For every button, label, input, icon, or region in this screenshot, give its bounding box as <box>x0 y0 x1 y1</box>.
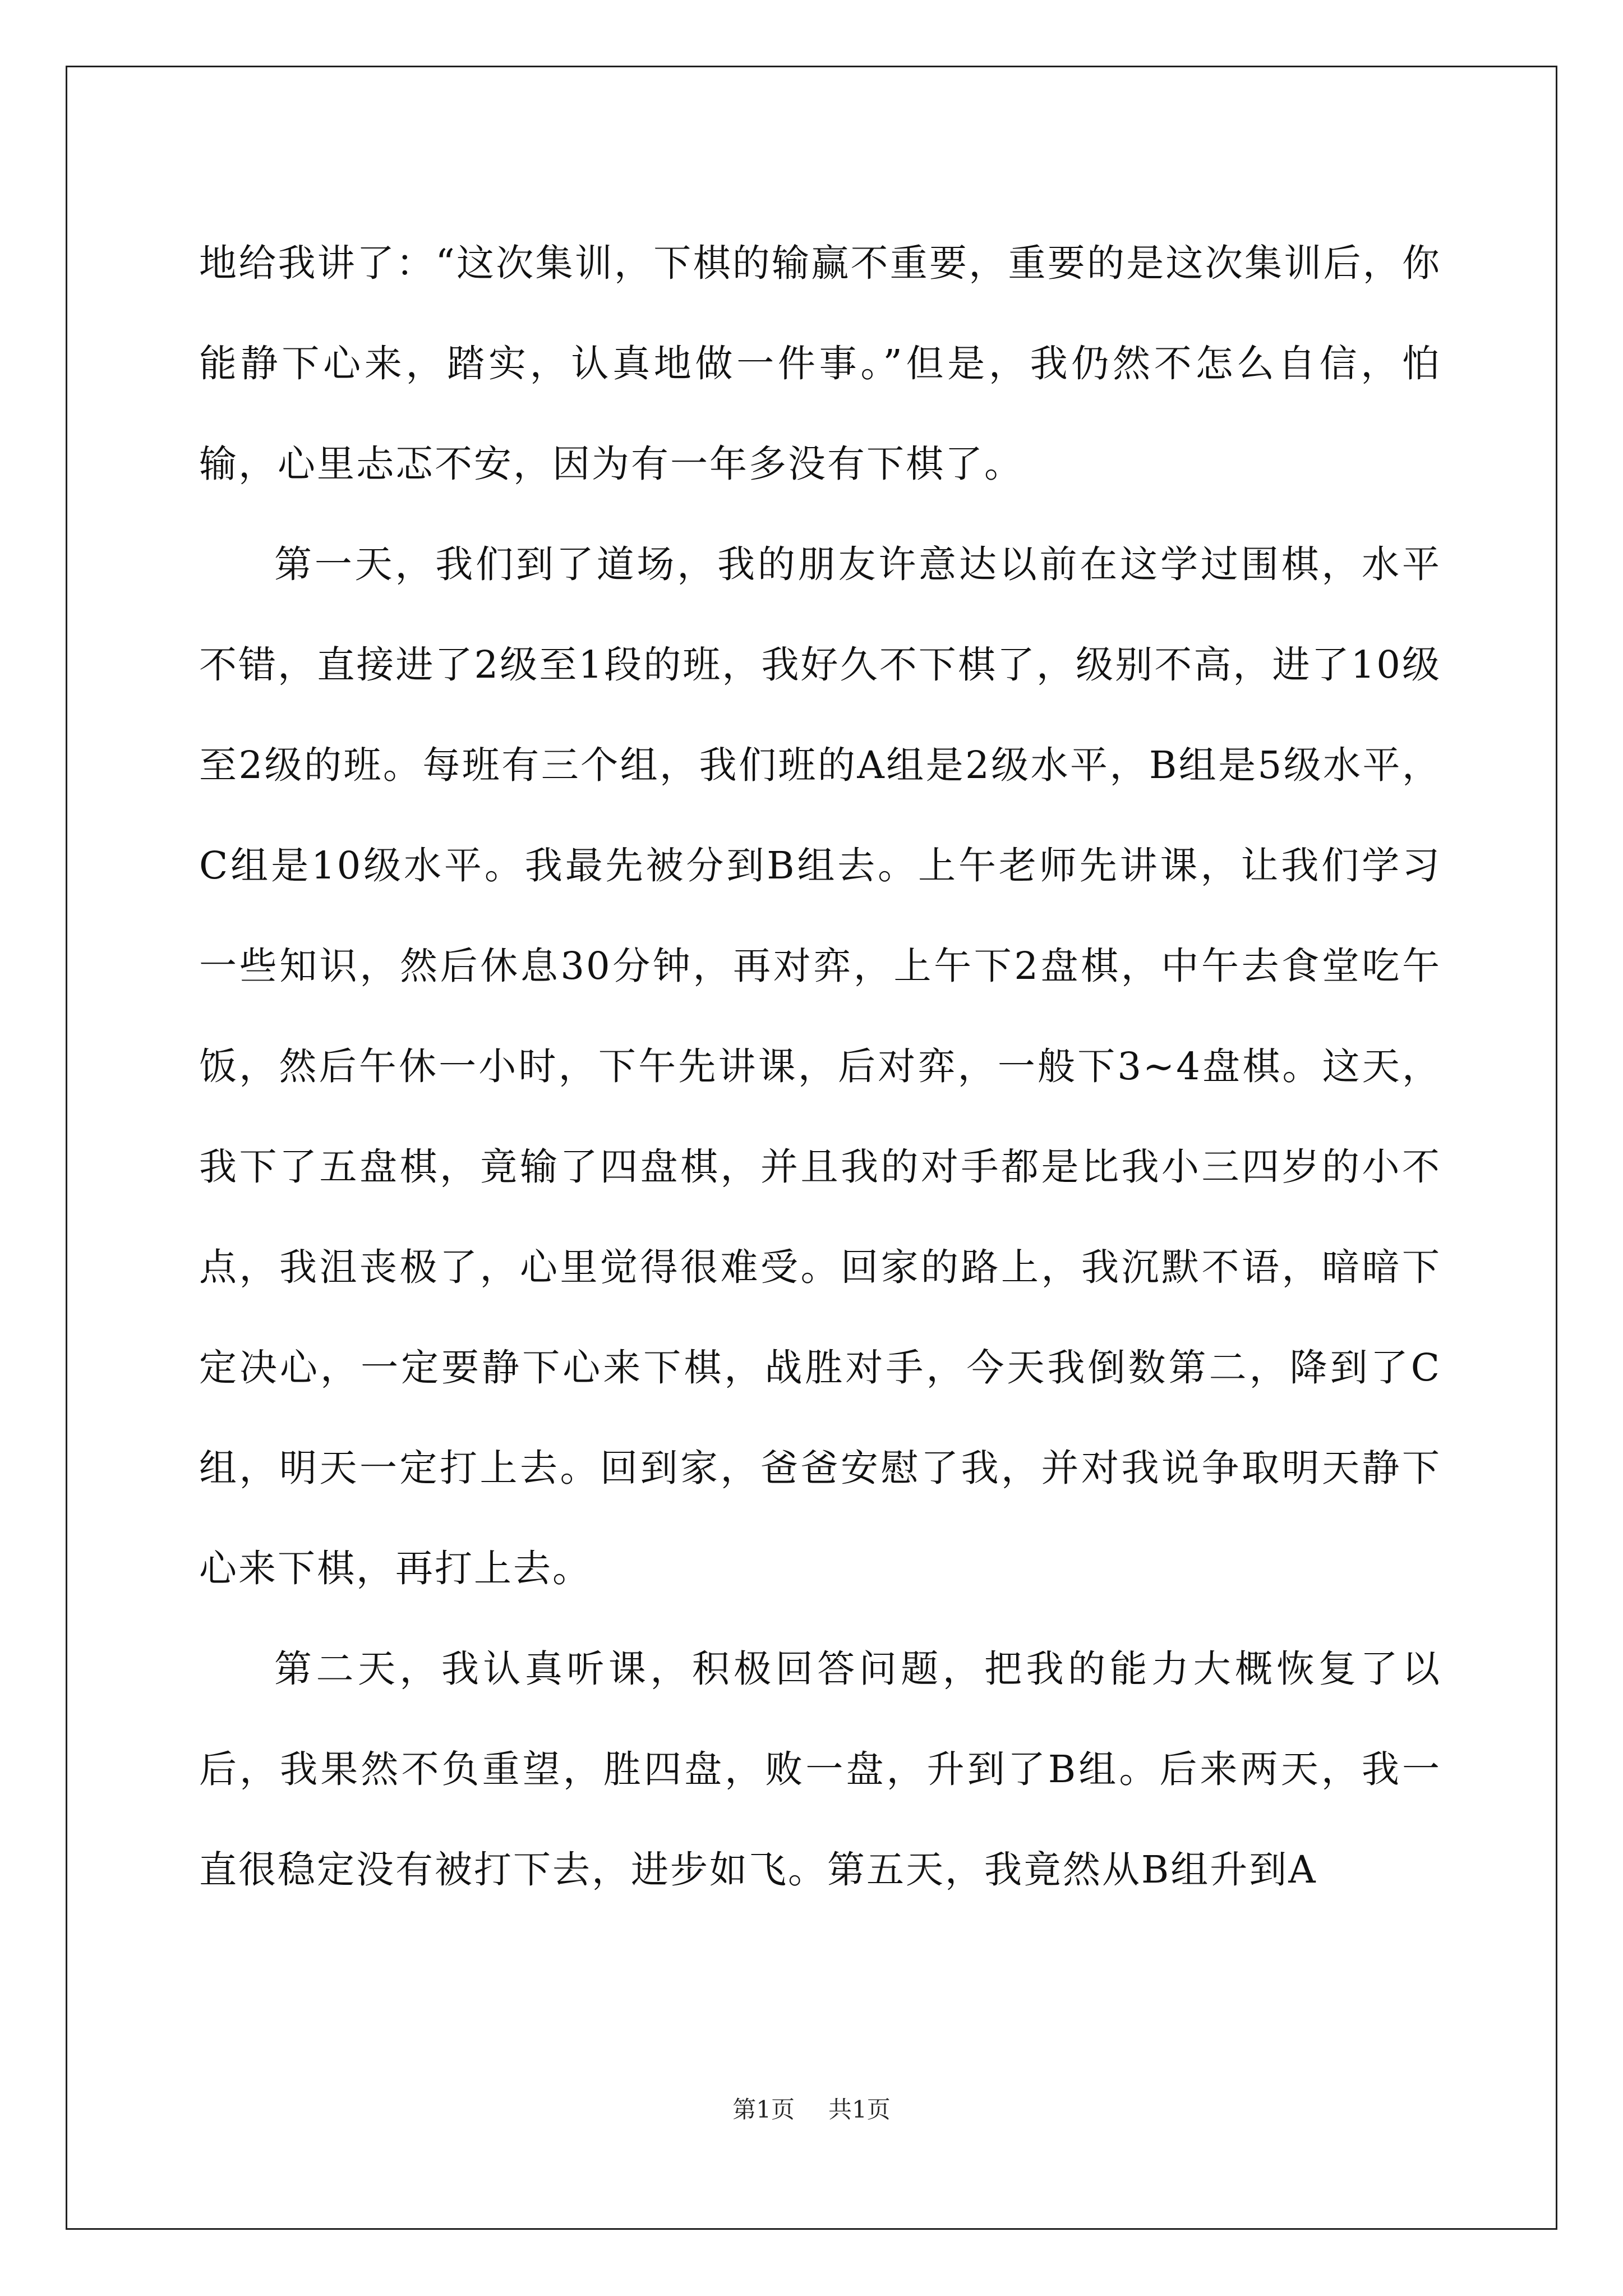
page-number-current: 第1页 <box>732 2096 795 2123</box>
paragraph-1: 地给我讲了：“这次集训，下棋的输赢不重要，重要的是这次集训后，你能静下心来，踏实，认真地做一件事。”但是，我仍然不怎么自信，怕输，心里忐忑不安，因为有一年多没有下棋了。 <box>199 241 1441 486</box>
paragraph-3: 第二天，我认真听课，积极回答问题，把我的能力大概恢复了以后，我果然不负重望，胜四盘，败一盘，升到了B组。后来两天，我一直很稳定没有被打下去，进步如飞。第五天，我竟然从B组升到A <box>199 1647 1441 1892</box>
page-footer <box>0 2091 1623 2125</box>
page-number-total: 共1页 <box>828 2096 891 2123</box>
paragraph-2: 第一天，我们到了道场，我的朋友许意达以前在这学过围棋，水平不错，直接进了2级至1段的班，我好久不下棋了，级别不高，进了10级至2级的班。每班有三个组，我们班的A组是2级水平，B组是5级水平，C组是10级水平。我最先被分到B组去。上午老师先讲课，让我们学习一些知识，然后休息30分钟，再对弈，上午下2盘棋，中午去食堂吃午饭，然后午休一小时，下午先讲课，后对弈，一般下3~4盘棋。这天，我下了五盘棋，竟输了四盘棋，并且我的对手都是比我小三四岁的小不点，我沮丧极了，心里觉得很难受。回家的路上，我沉默不语，暗暗下定决心，一定要静下心来下棋，战胜对手，今天我倒数第二，降到了C组，明天一定打上去。回到家，爸爸安慰了我，并对我说争取明天静下心来下棋，再打上去。 <box>199 542 1441 1590</box>
document-body <box>199 213 1441 1920</box>
